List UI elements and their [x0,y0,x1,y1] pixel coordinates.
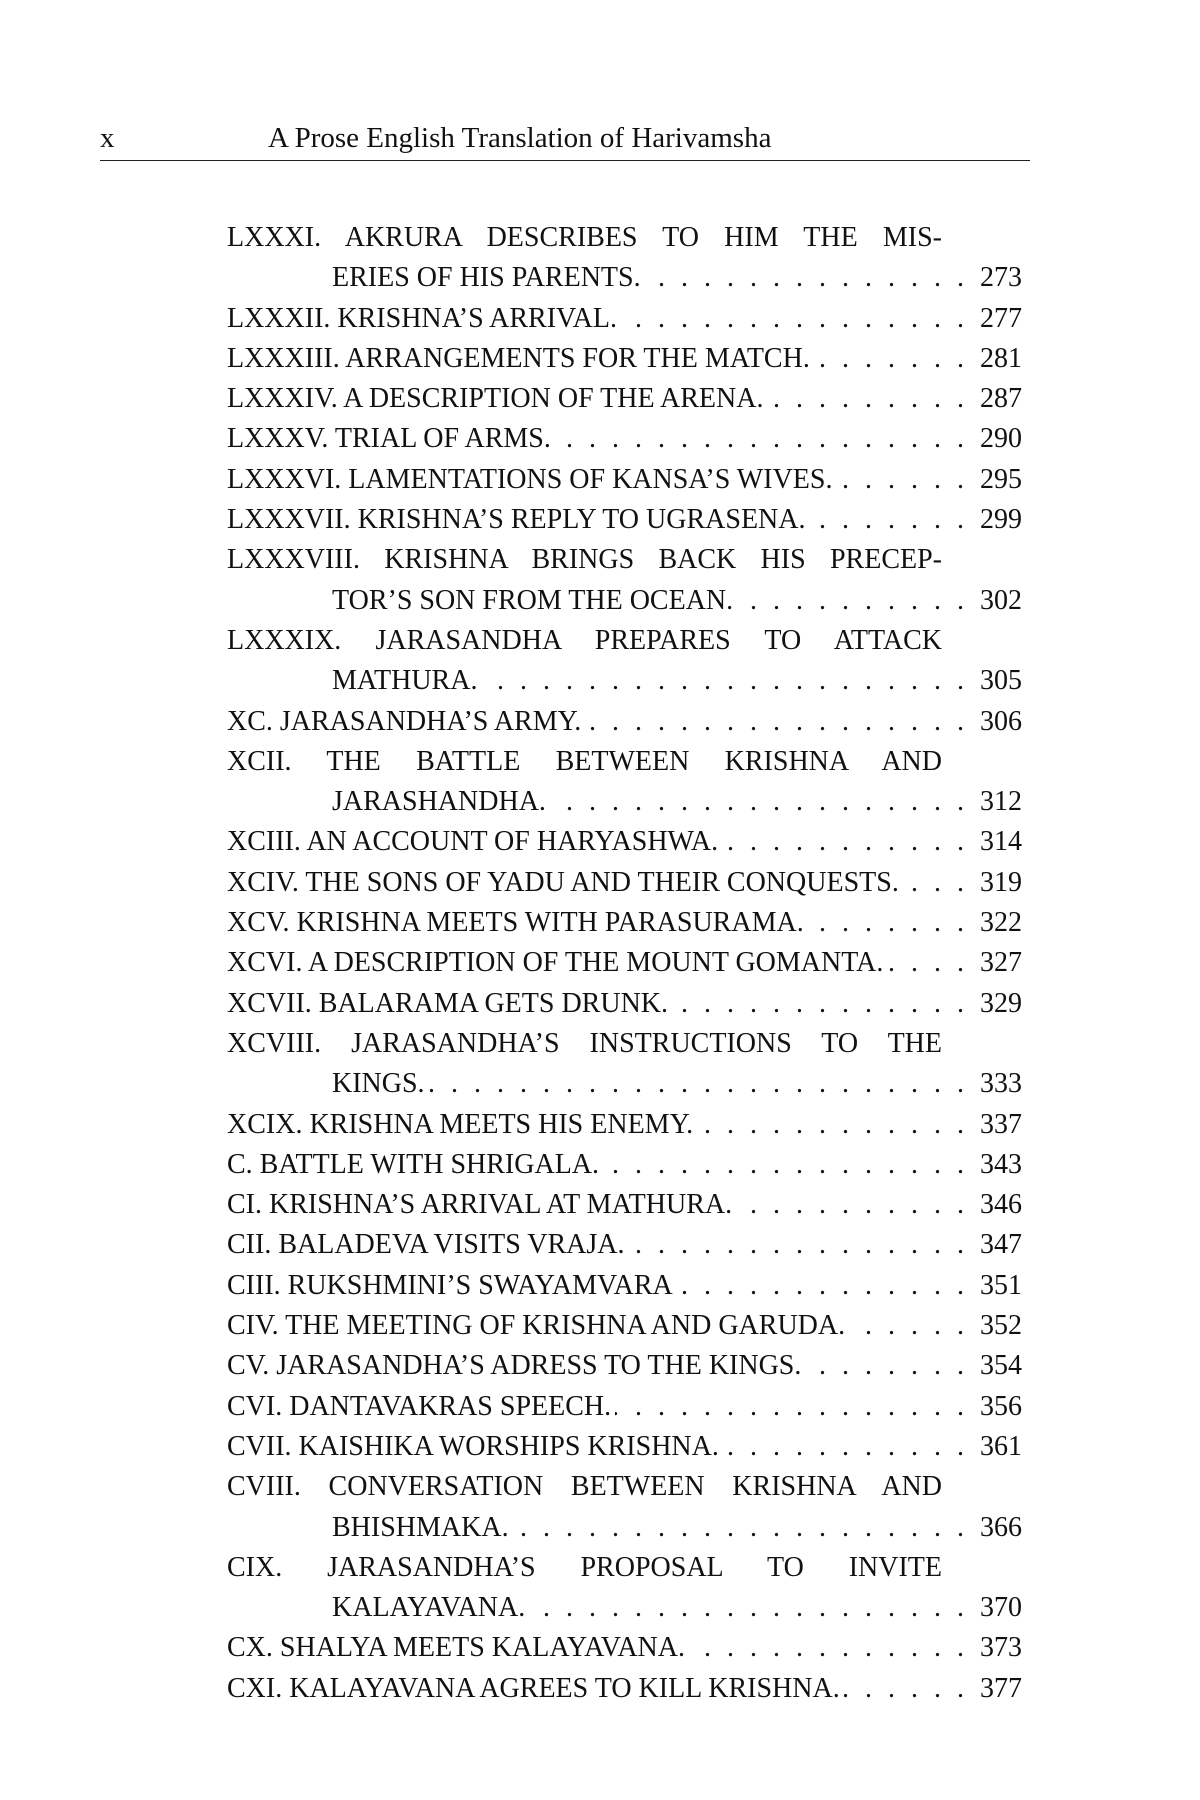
toc-entry-title-continued: KINGS. [332,1068,425,1100]
toc-entry-title: LXXXVII. KRISHNA’S REPLY TO UGRASENA. [227,504,806,536]
toc-entry-title: LXXXV. TRIAL OF ARMS. [227,423,551,455]
dot-leader [736,1185,964,1225]
toc-page-number: 343 [980,1148,1022,1180]
toc-entry-title: LXXXI. AKRURA DESCRIBES TO HIM THE MIS- [227,222,942,253]
toc-entry[interactable] [227,1145,1022,1185]
toc-page-number: 373 [980,1632,1022,1664]
toc-page-number: 281 [980,342,1022,374]
toc-entry[interactable] [227,1548,1022,1629]
toc-page-number: 299 [980,504,1022,536]
dot-leader [809,500,964,540]
dot-leader [672,984,964,1024]
toc-entry-title: CVIII. CONVERSATION BETWEEN KRISHNA AND [227,1471,942,1503]
dot-leader [767,379,964,419]
dot-leader [689,1628,964,1668]
toc-entry[interactable] [227,1669,1022,1709]
toc-entry-title-continued: BHISHMAKA. [332,1511,509,1543]
toc-entry-title: LXXXIV. A DESCRIPTION OF THE ARENA. [227,383,764,415]
toc-entry[interactable] [227,1185,1022,1225]
header-rule [100,160,1030,161]
toc-entry-title: LXXXIX. JARASANDHA PREPARES TO ATTACK [227,624,942,656]
dot-leader [621,299,964,339]
toc-entry[interactable] [227,984,1022,1024]
toc-entry[interactable] [227,1628,1022,1668]
dot-leader [555,419,964,459]
dot-leader [836,460,964,500]
toc-entry-title: CIII. RUKSHMINI’S SWAYAMVARA [227,1269,673,1301]
toc-entry[interactable] [227,540,1022,621]
table-of-contents [227,218,1022,1709]
toc-entry-title: XCVIII. JARASANDHA’S INSTRUCTIONS TO THE [227,1027,942,1059]
dot-leader [645,258,964,298]
toc-page-number: 370 [980,1592,1022,1624]
toc-entry[interactable] [227,1225,1022,1265]
dot-leader [513,1508,964,1548]
toc-entry-title: CVII. KAISHIKA WORSHIPS KRISHNA. [227,1430,719,1462]
toc-entry-title: XCV. KRISHNA MEETS WITH PARASURAMA. [227,907,804,939]
toc-entry[interactable] [227,1105,1022,1145]
toc-entry[interactable] [227,1024,1022,1105]
toc-entry-title: CII. BALADEVA VISITS VRAJA. [227,1229,625,1261]
toc-page-number: 351 [980,1269,1022,1301]
toc-entry[interactable] [227,702,1022,742]
toc-page-number: 361 [980,1430,1022,1462]
toc-entry[interactable] [227,1266,1022,1306]
toc-page-number: 290 [980,423,1022,455]
toc-entry[interactable] [227,863,1022,903]
toc-entry-title: CI. KRISHNA’S ARRIVAL AT MATHURA. [227,1189,733,1221]
running-head [100,116,1030,160]
dot-leader [887,943,964,983]
dot-leader [481,661,964,701]
toc-entry-title: C. BATTLE WITH SHRIGALA. [227,1148,600,1180]
toc-entry-title: CVI. DANTAVAKRAS SPEECH. [227,1390,612,1422]
dot-leader [529,1588,964,1628]
toc-entry[interactable] [227,1346,1022,1386]
toc-page-number: 295 [980,463,1022,495]
dot-leader [723,1427,964,1467]
toc-page-number: 305 [980,665,1022,697]
toc-page-number: 287 [980,383,1022,415]
toc-page-number: 277 [980,302,1022,334]
toc-page-number: 306 [980,705,1022,737]
toc-page-number: 377 [980,1672,1022,1704]
toc-entry-title: CV. JARASANDHA’S ADRESS TO THE KINGS. [227,1350,802,1382]
toc-page-number: 354 [980,1350,1022,1382]
toc-entry[interactable] [227,903,1022,943]
toc-entry-title: XCII. THE BATTLE BETWEEN KRISHNA AND [227,745,942,777]
dot-leader [629,1225,965,1265]
toc-page-number: 333 [980,1068,1022,1100]
dot-leader [849,1306,964,1346]
toc-entry[interactable] [227,822,1022,862]
toc-entry[interactable] [227,1467,1022,1548]
toc-entry-title-continued: JARASHANDHA. [332,786,546,818]
running-title: A Prose English Translation of Harivamsha [268,122,772,154]
toc-entry[interactable] [227,943,1022,983]
toc-page-number: 314 [980,826,1022,858]
toc-page-number: 346 [980,1189,1022,1221]
toc-page-number: 329 [980,987,1022,1019]
dot-leader [615,1387,964,1427]
toc-entry-title: CIV. THE MEETING OF KRISHNA AND GARUDA. [227,1310,846,1342]
dot-leader [697,1105,964,1145]
dot-leader [550,782,964,822]
toc-entry[interactable] [227,500,1022,540]
toc-page-number: 352 [980,1310,1022,1342]
toc-page-number: 337 [980,1108,1022,1140]
toc-entry-title: XCIII. AN ACCOUNT OF HARYASHWA. [227,826,719,858]
toc-entry-title: XCIX. KRISHNA MEETS HIS ENEMY. [227,1108,694,1140]
toc-page-number: 366 [980,1511,1022,1543]
toc-page-number: 356 [980,1390,1022,1422]
toc-entry[interactable] [227,379,1022,419]
dot-leader [429,1064,964,1104]
page-folio: x [100,122,115,154]
toc-entry-title: CXI. KALAYAVANA AGREES TO KILL KRISHNA. [227,1672,840,1704]
dot-leader [722,822,964,862]
toc-entry-title-continued: MATHURA. [332,665,478,697]
toc-entry[interactable] [227,1427,1022,1467]
toc-page-number: 312 [980,786,1022,818]
toc-entry-title-continued: ERIES OF HIS PARENTS. [332,262,641,294]
toc-entry-title: CIX. JARASANDHA’S PROPOSAL TO INVITE [227,1551,942,1583]
toc-entry[interactable] [227,299,1022,339]
toc-entry-title: LXXXII. KRISHNA’S ARRIVAL. [227,302,617,334]
toc-page-number: 327 [980,947,1022,979]
toc-entry[interactable] [227,460,1022,500]
dot-leader [805,1346,964,1386]
toc-entry[interactable] [227,621,1022,702]
toc-entry-title-continued: TOR’S SON FROM THE OCEAN. [332,584,734,616]
dot-leader [585,702,964,742]
toc-entry[interactable] [227,339,1022,379]
toc-entry[interactable] [227,742,1022,823]
dot-leader [603,1145,964,1185]
toc-page-number: 273 [980,262,1022,294]
toc-page-number: 322 [980,907,1022,939]
toc-page-number: 319 [980,866,1022,898]
toc-entry[interactable] [227,1306,1022,1346]
dot-leader [808,903,964,943]
toc-entry-title: XCIV. THE SONS OF YADU AND THEIR CONQUESTS. [227,866,899,898]
toc-entry-title: XCVI. A DESCRIPTION OF THE MOUNT GOMANTA. [227,947,884,979]
toc-entry[interactable] [227,1387,1022,1427]
dot-leader [737,581,964,621]
toc-entry-title: LXXXVI. LAMENTATIONS OF KANSA’S WIVES. [227,463,833,495]
toc-entry-title: XC. JARASANDHA’S ARMY. [227,705,582,737]
toc-entry-title-continued: KALAYAVANA. [332,1592,526,1624]
dot-leader [677,1266,964,1306]
toc-page-number: 302 [980,584,1022,616]
toc-entry-title: LXXXIII. ARRANGEMENTS FOR THE MATCH. [227,342,810,374]
toc-entry-title: XCVII. BALARAMA GETS DRUNK. [227,987,669,1019]
dot-leader [814,339,964,379]
toc-entry[interactable] [227,218,1022,299]
toc-entry[interactable] [227,419,1022,459]
toc-entry-title: CX. SHALYA MEETS KALAYAVANA. [227,1632,685,1664]
dot-leader [844,1669,964,1709]
toc-entry-title: LXXXVIII. KRISHNA BRINGS BACK HIS PRECEP- [227,544,942,576]
toc-page-number: 347 [980,1229,1022,1261]
dot-leader [903,863,964,903]
